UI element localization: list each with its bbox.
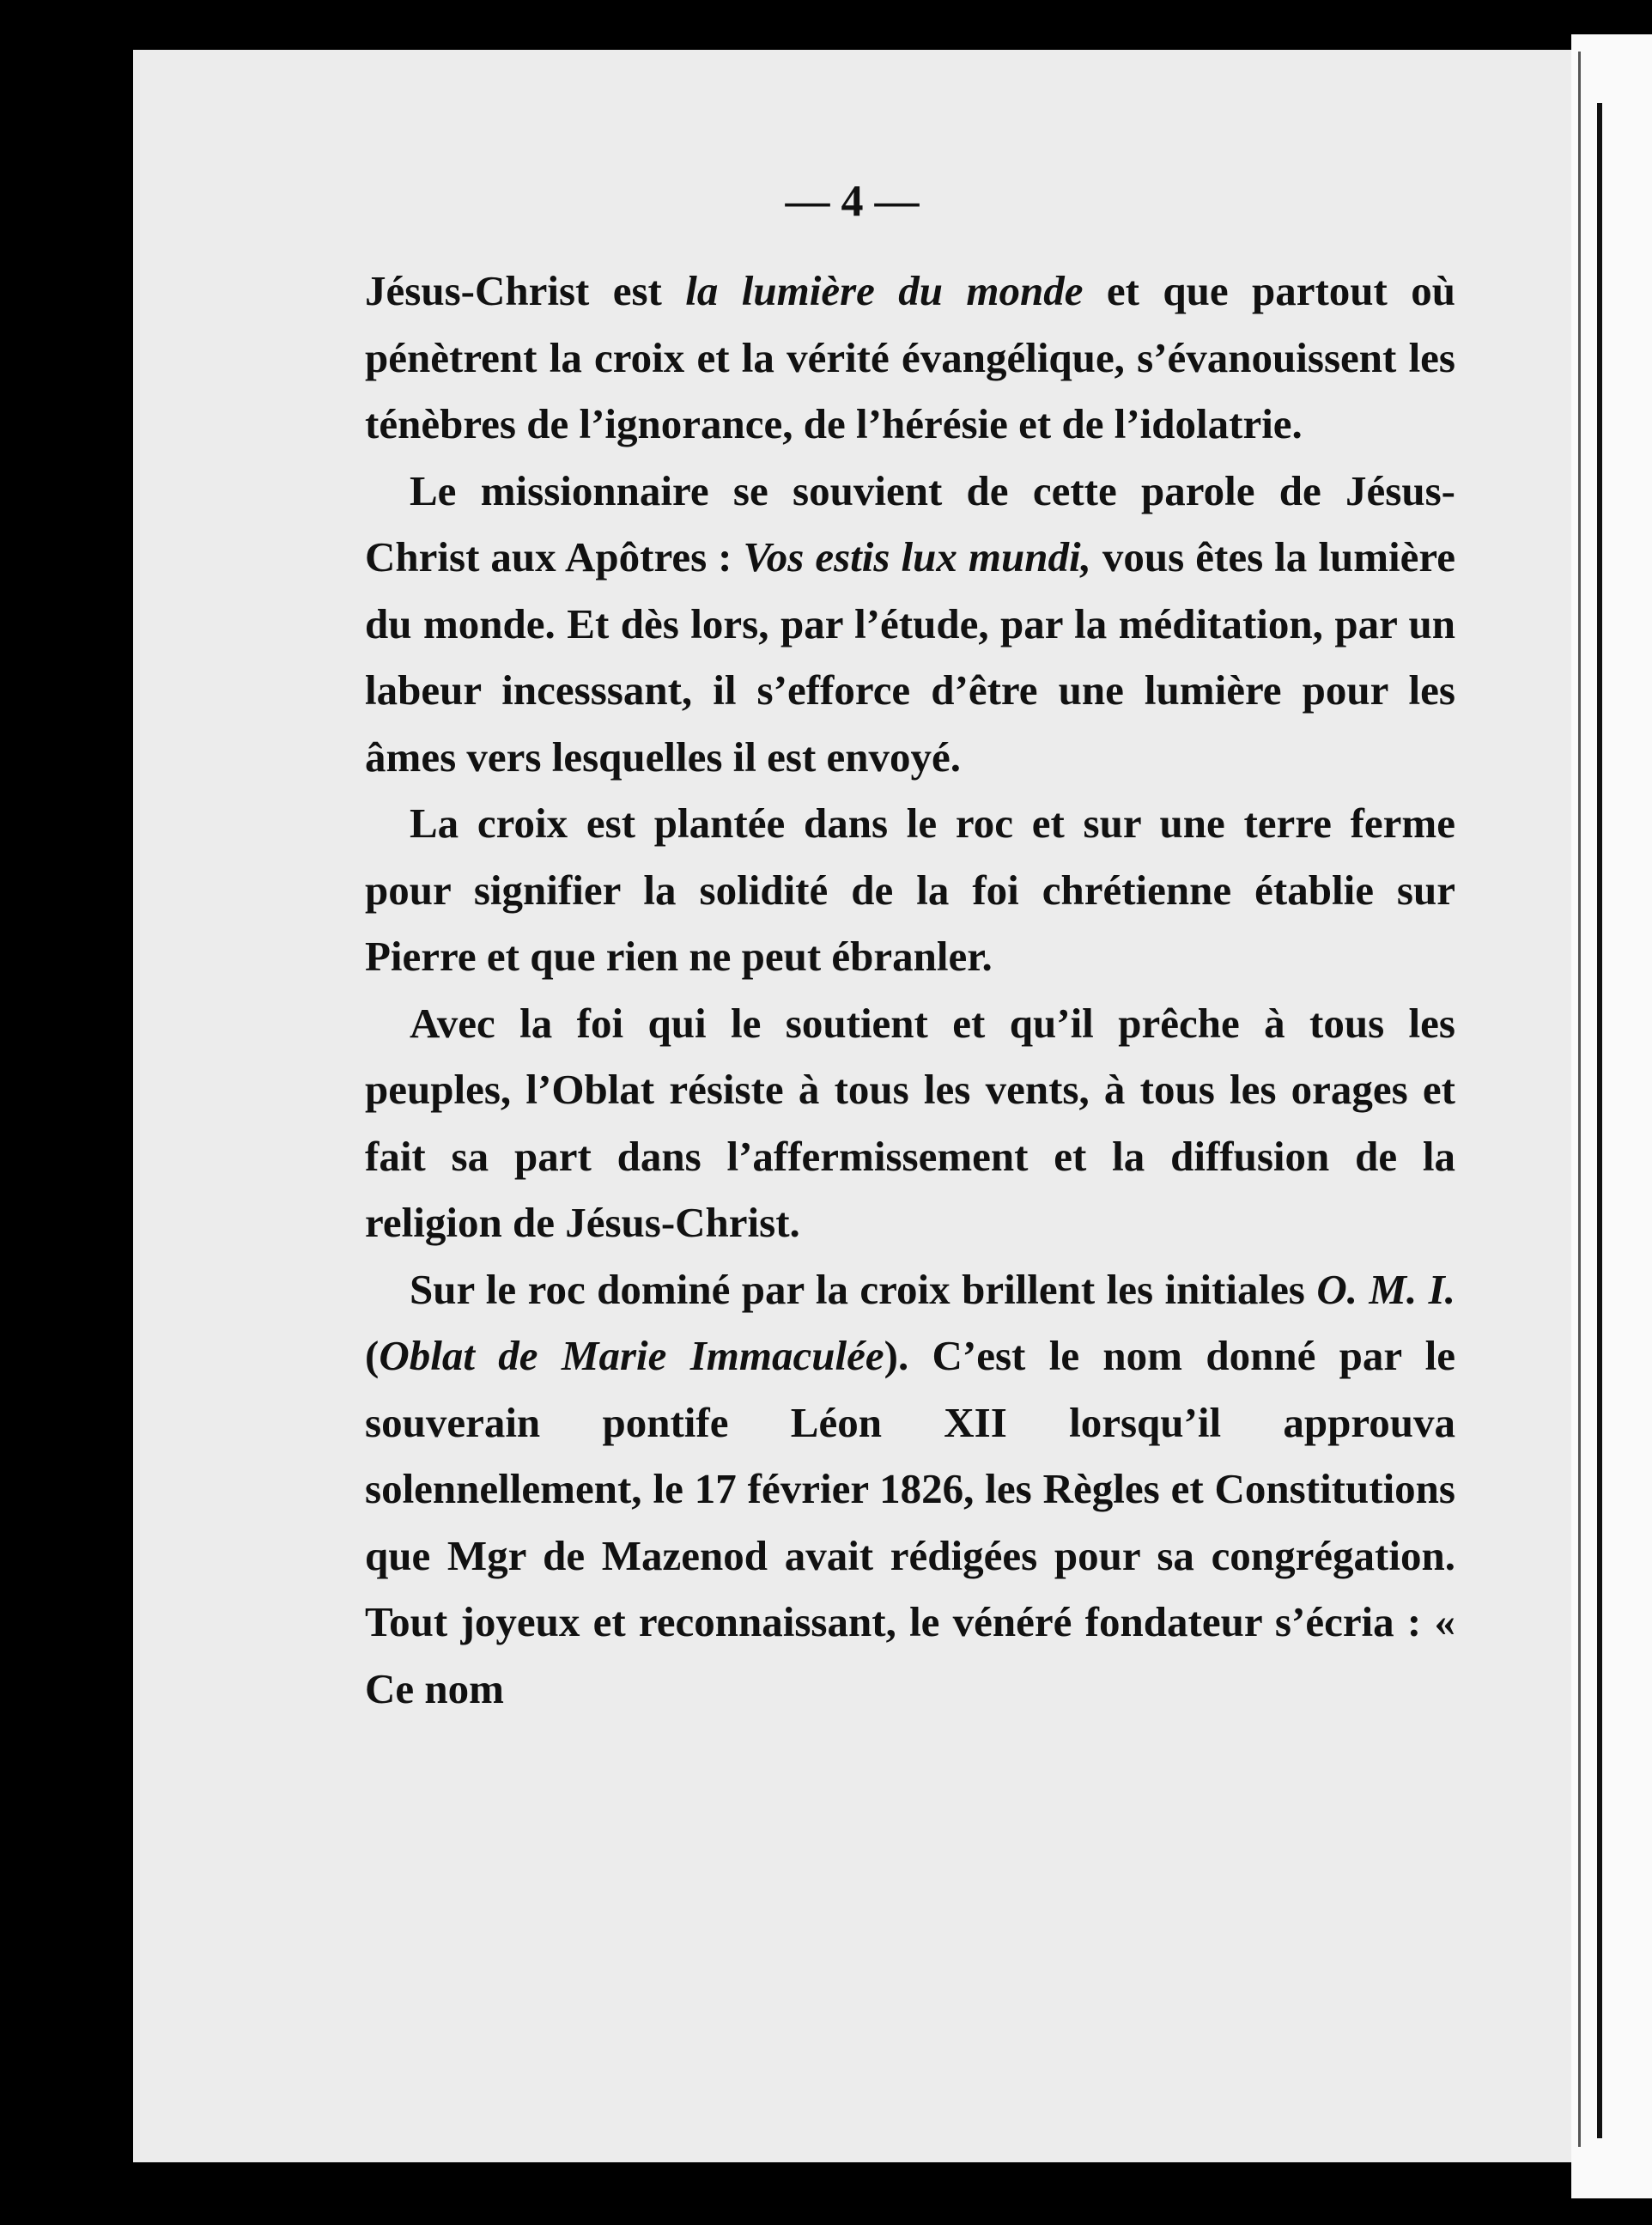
book-spine [1571, 34, 1652, 2198]
italic-phrase: Oblat de Marie Immaculée [379, 1332, 884, 1379]
spine-gutter-line [1597, 103, 1602, 2138]
text-run: vous êtes la lumière du monde. Et dès lors, par l’étude, par la méditation, par un labeur incesssant, il s’efforce d’être une lumière pour les âmes vers lesquelles il est envoyé. [365, 533, 1455, 781]
paragraph-2 [365, 458, 1455, 791]
text-run: Jésus-Christ est [365, 267, 686, 314]
body-text [365, 258, 1455, 1722]
paragraph-4 [365, 990, 1455, 1256]
italic-phrase: O. M. I. [1316, 1265, 1455, 1313]
page-number: — 4 — [785, 177, 920, 226]
text-run: Le missionnaire se souvient de cette parole de Jésus-Christ aux Apôtres : [365, 466, 1455, 581]
paragraph-1 [365, 258, 1455, 458]
text-run: La croix est plantée dans le roc et sur une terre ferme pour signifier la solidité de la foi chrétienne établie sur Pierre et que rien ne peut ébranler. [365, 799, 1455, 980]
text-run: ( [365, 1332, 380, 1379]
paragraph-5 [365, 1256, 1455, 1723]
text-run: Sur le roc dominé par la croix brillent les initiales [410, 1265, 1317, 1313]
text-run: et que partout où pénètrent la croix et la vérité évangélique, s’évanouissent les ténèbres de l’ignorance, de l’hérésie et de l’idolatrie. [365, 267, 1455, 447]
italic-phrase: Vos estis lux mundi, [743, 533, 1091, 581]
text-run: Avec la foi qui le soutient et qu’il prêche à tous les peuples, l’Oblat résiste à tous les vents, à tous les orages et fait sa part dans l’affermissement et la diffusion de la religion de Jésus-Christ. [365, 999, 1455, 1246]
italic-phrase: la lumière du monde [685, 267, 1084, 314]
text-run: ). C’est le nom donné par le souverain pontife Léon XII lorsqu’il approuva solennellement, le 17 février 1826, les Règles et Constitutions que Mgr de Mazenod avait rédigées pour sa congrégation. Tout joyeux et reconnaissant, le vénéré fondateur s’écria : « Ce nom [365, 1332, 1455, 1712]
paragraph-3 [365, 790, 1455, 990]
spine-edge [1578, 52, 1581, 2147]
